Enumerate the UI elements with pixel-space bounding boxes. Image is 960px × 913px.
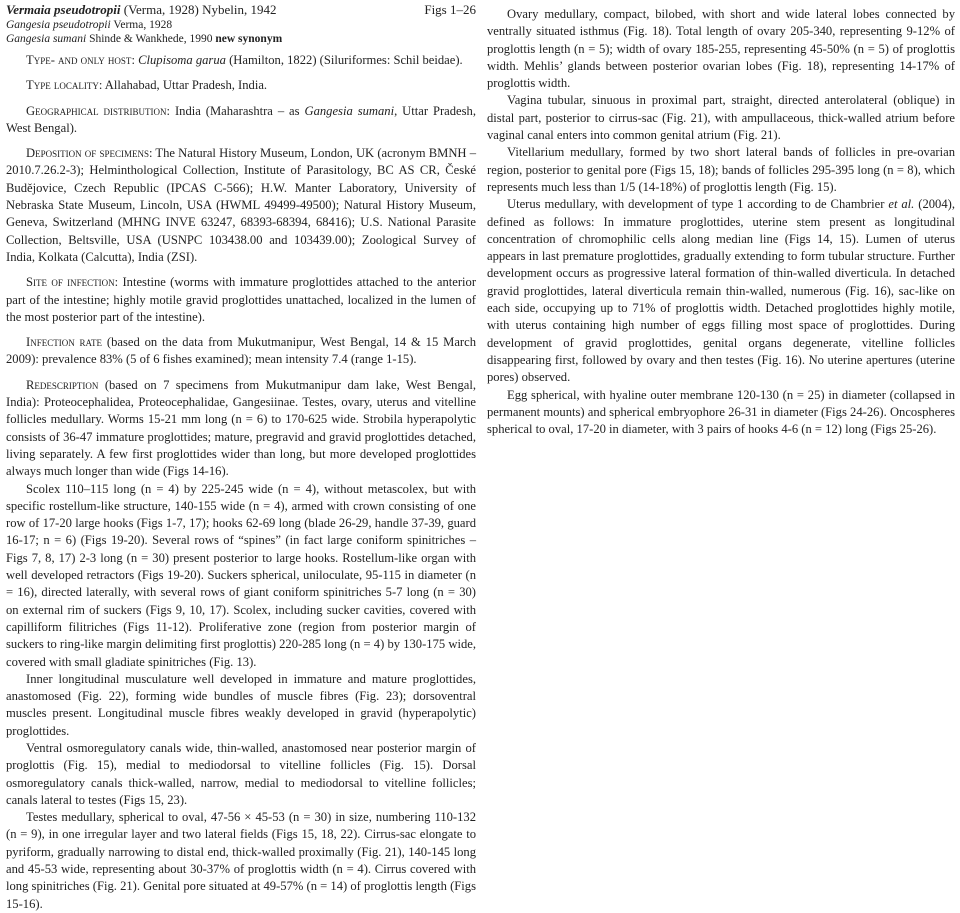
section-label: Infection rate <box>26 335 103 350</box>
synonym-authority: Shinde & Wankhede, 1990 <box>86 33 216 45</box>
locality-paragraph <box>6 77 476 94</box>
vitellarium-paragraph: Vitellarium medullary, formed by two short lateral bands of follicles in pre-ovarian region, posterior to genital pore (Figs 15, 18); bands of follicles 295-395 long (n = 8), which represents much less than 1/5 (14-18%) of proglottis length (Fig. 15). <box>487 145 955 194</box>
vagina-paragraph: Vagina tubular, sinuous in proximal part, straight, directed anterolateral (oblique) in distal part, posterior to cirrus-sac (Fig. 21), with ampullaceous, thick-walled atrium before vaginal canal enters into common genital atrium (Fig. 21). <box>487 93 955 143</box>
left-column <box>6 2 476 913</box>
text: (based on the data from Mukutmanipur, West Bengal, 14 & 15 March 2009): prevalence 83% (5 of 6 fishes examined); mean intensity 7.4 (range 1-15). <box>6 335 476 367</box>
species-name: Clupisoma garua <box>138 53 226 67</box>
text: , Uttar Pradesh, West Bengal). <box>6 103 476 135</box>
text: (Hamilton, 1822) (Siluriformes: Schil beidae). <box>225 53 463 67</box>
section-label: Type- and only host <box>26 53 132 67</box>
et-al: et al. <box>888 197 915 212</box>
text: : The Natural History Museum, London, UK (acronym BMNH – 2010.7.26.2-3); Helminthological Collection, Institute of Parasitology, BC AS CR, České Budějovice, Czech Republic (IPCAS C-566); H.W. Manter Laboratory, University of Nebraska State Museum, Lincoln, USA (HWML 49499-49500); Natural History Museum, Geneva, Switzerland (MHNG INVE 63247, 68393-68394, 68416); U.S. National Parasite Collection, Beltsville, USA (USNPC 103438.00 and 103439.00); Zoological Survey of India, Kolkata (Calcutta), India (ZSI). <box>6 146 476 264</box>
text: : Allahabad, Uttar Pradesh, India. <box>98 78 268 93</box>
text: : India (Maharashtra – as <box>166 103 305 118</box>
text: (based on 7 specimens from Mukutmanipur dam lake, West Bengal, India): Proteocephalidea, Proteocephalidae, Gangesiinae. Testes, ovary, uterus and vitelline follicles medullary. Worms 15-21 mm long (n = 6) to 170-625 wide. Strobila hyperapolytic consists of 36-47 immature proglottides; mature, pregravid and gravid proglottides detached, living separately. A few first proglottides wider than long, but more developed proglottides always much longer than wide (Figs 14-16). <box>6 377 476 479</box>
genus-name: Vermaia pseudotropii <box>6 2 121 17</box>
section-label: Redescription <box>26 377 99 392</box>
deposition-paragraph <box>6 145 476 266</box>
infection-rate-paragraph <box>6 334 476 369</box>
ovary-paragraph: Ovary medullary, compact, bilobed, with short and wide lateral lobes connected by ventrally situated isthmus (Fig. 18). Total length of ovary 205-340, representing 9-12% of proglottis length (n = 5); width of ovary 185-255, representing 45-50% (n = 5) of proglottis width. Mehlis’ glands between posterior ovarian lobes (Fig. 18), representing 14-17% of proglottis width. <box>487 7 955 91</box>
synonym-note: new synonym <box>215 33 283 45</box>
synonym <box>6 18 476 32</box>
species-name: Gangesia sumani <box>304 103 395 118</box>
synonym-name: Gangesia pseudotropii <box>6 19 111 31</box>
distribution-paragraph <box>6 103 476 138</box>
synonym-name: Gangesia sumani <box>6 33 87 45</box>
uterus-paragraph <box>487 196 955 386</box>
section-label: Site of infection <box>26 275 115 290</box>
host-paragraph <box>6 52 476 69</box>
text: : <box>131 53 139 67</box>
synonym <box>6 32 476 46</box>
synonym-authority: Verma, 1928 <box>110 19 173 31</box>
egg-paragraph: Egg spherical, with hyaline outer membrane 120-130 (n = 25) in diameter (collapsed in permanent mounts) and spherical embryophore 26-31 in diameter (Figs 24-26). Oncospheres spherical to oval, 17-20 in diameter, with 3 pairs of hooks 4-6 (n = 12) long (Figs 25-26). <box>487 387 955 437</box>
scolex-paragraph: Scolex 110–115 long (n = 4) by 225-245 wide (n = 4), without metascolex, but with specific rostellum-like structure, 140-155 wide (n = 4), armed with crown consisting of one row of 17-20 large hooks (Figs 1-7, 17); hooks 62-69 long (blade 26-29, handle 37-39, guard 16-17; n = 6) (Figs 19-20). Several rows of “spines” (in fact large coniform spinitriches – Figs 7, 8, 17) 2-3 long (n = 30) present posterior to large hooks. Rostellum-like organ with well developed retractors (Figs 19-20). Suckers spherical, uniloculate, 95-115 in diameter (n = 16), directed laterally, with several rows of giant coniform spinitriches 5-7 long (n = 30) on external rim of suckers (Figs 9, 10, 17). Scolex, including sucker cavities, covered with capilliform filitriches (Figs 11-12). Proliferative zone (region from posterior margin of suckers to ring-like margin delimiting first proglottis) 220-285 long (n = 4) by 130-175 wide, covered with small gladiate spinitriches (Fig. 13). <box>6 481 476 669</box>
text: : Intestine (worms with immature proglottides attached to the anterior part of the intestine; highly motile gravid proglottides unattached, localized in the lumen of the most posterior part of the intestine). <box>6 275 477 324</box>
site-paragraph <box>6 274 476 326</box>
authority: (Verma, 1928) Nybelin, 1942 <box>120 2 277 17</box>
osmoregulatory-paragraph: Ventral osmoregulatory canals wide, thin-walled, anastomosed near posterior margin of proglottis (Fig. 15), medial to mediodorsal to vitelline follicles (Fig. 15). Dorsal osmoregulatory canals thick-walled, narrow, medial to mediodorsal to vitelline follicles; canals lateral to testes (Figs 15, 23). <box>6 740 476 807</box>
right-column <box>487 6 955 438</box>
species-title <box>6 2 276 18</box>
testes-paragraph: Testes medullary, spherical to oval, 47-56 × 45-53 (n = 30) in size, numbering 110-132 (n = 9), in one irregular layer and two lateral fields (Figs 15, 18, 22). Cirrus-sac elongate to pyriform, gradually narrowing to distal end, thick-walled proximally (Fig. 21), 140-145 long and 45-53 wide, representing about 30-37% of proglottis width (n = 4). Cirrus covered with long spinitriches (Fig. 21). Genital pore situated at 49-57% (n = 14) of proglottis length (Figs 15-16). <box>6 810 476 911</box>
redescription-paragraph <box>6 377 476 481</box>
text: Uterus medullary, with development of type 1 according to de Chambrier <box>507 197 889 212</box>
section-label: Geographical distribution <box>26 103 167 118</box>
figure-range: Figs 1–26 <box>424 2 476 17</box>
species-heading <box>6 2 476 18</box>
musculature-paragraph: Inner longitudinal musculature well developed in immature and mature proglottides, anastomosed (Fig. 22), forming wide bundles of muscle fibres (Fig. 23); dorsoventral muscles present. Longitudinal muscle fibres weakly developed in gravid (hyperapolytic) proglottides. <box>6 671 476 738</box>
section-label: Deposition of specimens <box>26 146 149 161</box>
text: (2004), defined as follows: In immature proglottides, uterine stem present as longitudinal concentration of chromophilic cells along median line (Figs 14, 15). Lumen of uterus appears in last premature proglottides, gradually extending to form tubular structure. Further development occurs as progressive lateral formation of thin-walled diverticula. In detached gravid proglottides, lateral diverticula remain thin-walled, numerous (Fig. 16), sac-like on each side, occupying up to 71% of proglottis width. Detached proglottides highly motile, with uterus containing high number of eggs filling most space of proglottides. During development of gravid proglottides, genital organs degenerate, vitelline follicles disappearing first, followed by ovary and then testes (Fig. 16). No uterine apertures (uterine pores) observed. <box>487 197 955 385</box>
section-label: Type locality <box>26 78 99 93</box>
